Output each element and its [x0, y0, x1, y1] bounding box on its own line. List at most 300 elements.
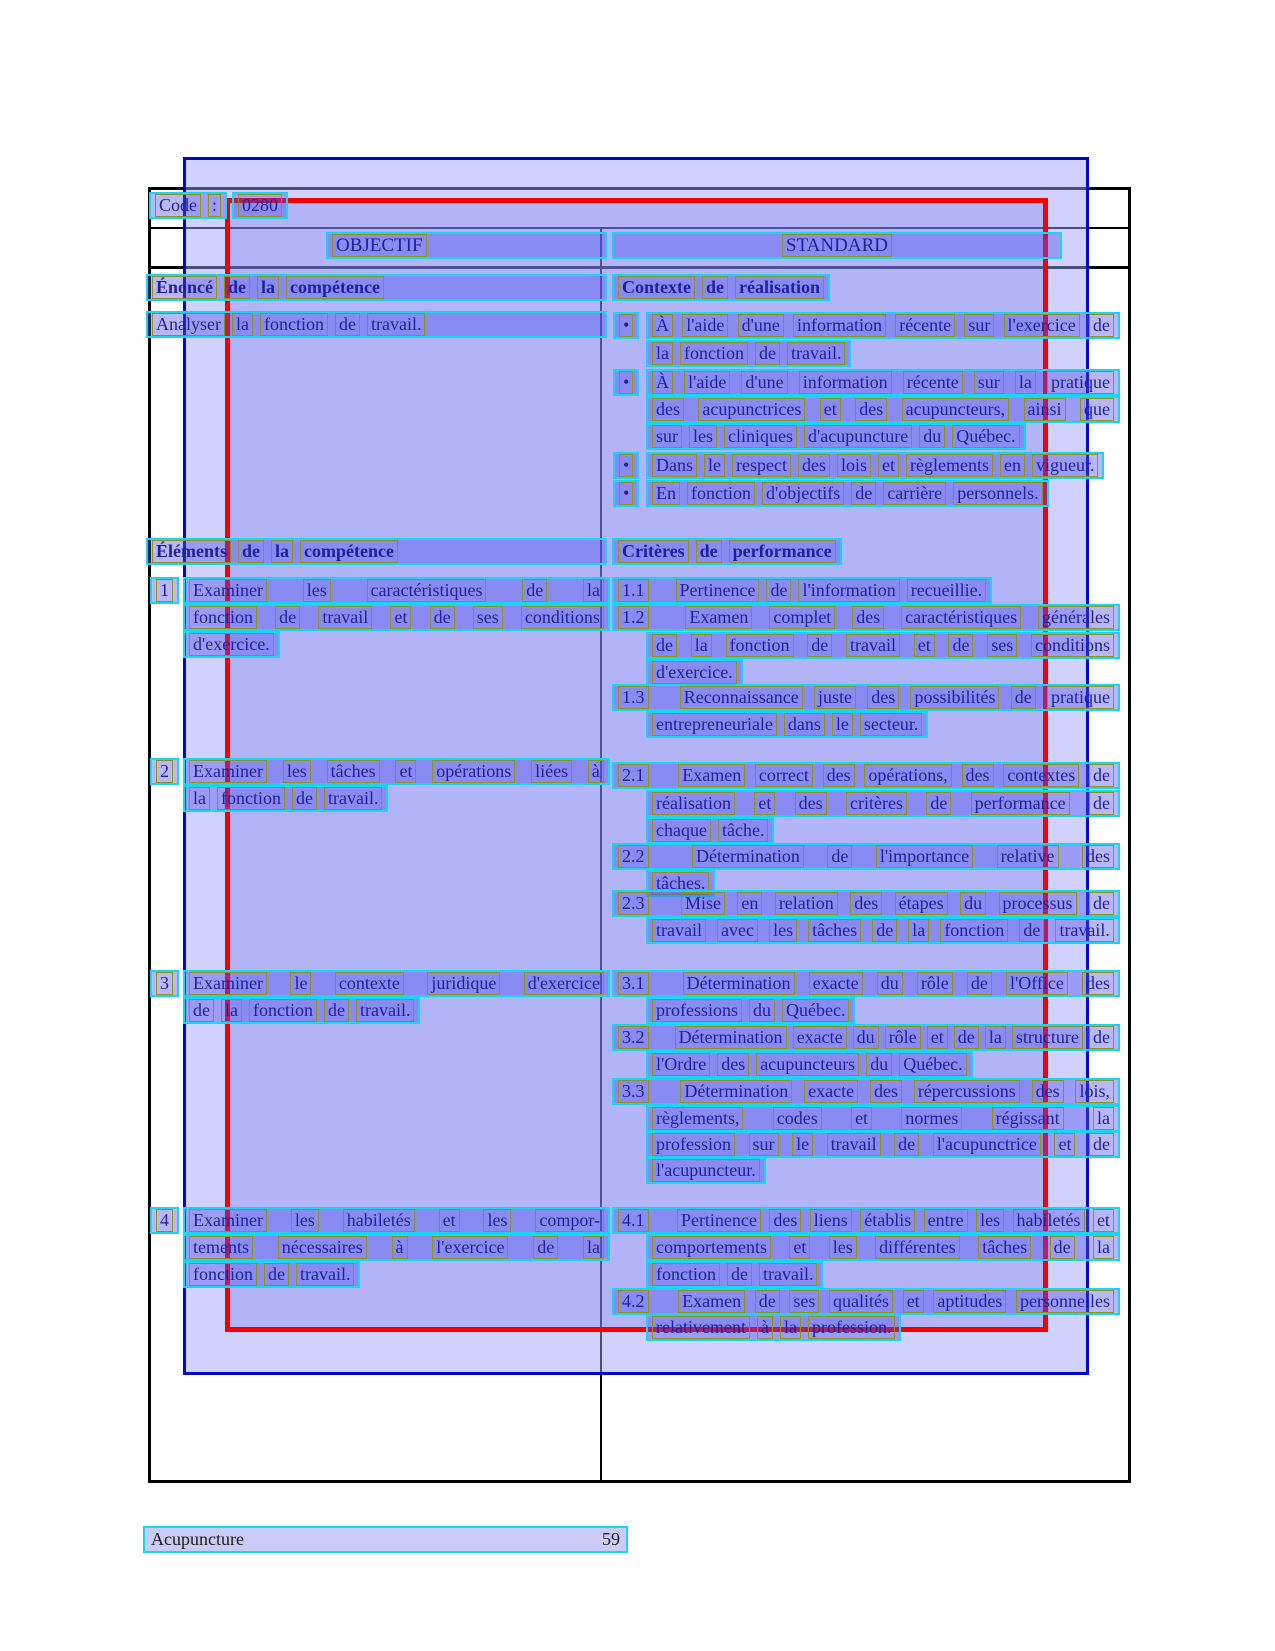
ocr-word: sur: [749, 1133, 779, 1156]
footer-page-number: 59: [602, 1529, 620, 1549]
ocr-word: d'exercice.: [189, 633, 274, 656]
ocr-word: ses: [473, 606, 503, 629]
ocr-word: lois: [837, 454, 871, 477]
ocr-word: d'une: [741, 371, 787, 394]
ocr-line-box: [646, 1234, 1120, 1261]
ocr-word: tâche.: [718, 819, 768, 842]
ocr-word: des: [795, 792, 827, 815]
ocr-word: acupuncteurs: [756, 1053, 859, 1076]
ocr-line-box: [232, 192, 288, 219]
ocr-word: règlements,: [652, 1107, 743, 1130]
ocr-word: compétence: [286, 276, 384, 299]
ocr-line-box: [646, 480, 1049, 507]
ocr-word: l'acupunctrice: [933, 1133, 1041, 1156]
ocr-word: opérations,: [864, 764, 951, 787]
ocr-word: entre: [924, 1209, 968, 1232]
ocr-word: chaque: [652, 819, 711, 842]
ocr-word: Détermination: [675, 1026, 787, 1049]
ocr-word: et: [903, 1290, 924, 1313]
ocr-word: de: [533, 1236, 558, 1259]
ocr-word: de: [948, 634, 973, 657]
ocr-word: de: [335, 313, 360, 336]
ocr-word: la: [221, 999, 242, 1022]
ocr-word: des: [867, 686, 899, 709]
ocr-line-box: [612, 274, 830, 301]
ocr-word: compor-: [535, 1209, 604, 1232]
ocr-word: de: [755, 342, 780, 365]
ocr-word: et: [439, 1209, 460, 1232]
ocr-word: établis: [860, 1209, 915, 1232]
ocr-word: de: [1011, 686, 1036, 709]
ocr-word: opérations: [432, 760, 515, 783]
ocr-word: des: [717, 1053, 749, 1076]
ocr-word: de: [189, 999, 214, 1022]
ocr-line-box: [612, 604, 1120, 631]
ocr-word: :: [208, 194, 221, 217]
ocr-word: d'une: [738, 314, 784, 337]
ocr-word: fonction: [217, 787, 285, 810]
ocr-line-box: [612, 1078, 1120, 1105]
ocr-word: les: [483, 1209, 511, 1232]
ocr-word: pratique: [1047, 371, 1114, 394]
ocr-word: générales: [1038, 606, 1114, 629]
ocr-line-box: [612, 1288, 1120, 1315]
ocr-word: contexte: [335, 972, 404, 995]
ocr-line-box: [146, 311, 607, 338]
ocr-line-box: [183, 1234, 610, 1261]
ocr-word: 1: [156, 579, 173, 602]
ocr-word: entrepreneuriale: [652, 713, 777, 736]
ocr-word: ses: [987, 634, 1017, 657]
ocr-word: répercussions: [914, 1080, 1020, 1103]
ocr-word: des: [798, 454, 830, 477]
ocr-word: dans: [784, 713, 825, 736]
ocr-word: étapes: [895, 892, 948, 915]
ocr-word: nécessaires: [278, 1236, 367, 1259]
ocr-word: Énoncé: [152, 276, 217, 299]
ocr-word: Examen: [678, 764, 745, 787]
ocr-line-box: [612, 762, 1120, 789]
ocr-line-box: [326, 232, 607, 259]
ocr-word: de: [702, 276, 728, 299]
ocr-line-box: [183, 970, 610, 997]
table-border-bottom: [148, 1480, 1131, 1483]
ocr-line-box: [150, 577, 179, 604]
ocr-word: fonction: [652, 1263, 720, 1286]
ocr-word: relative: [997, 845, 1059, 868]
ocr-word: et: [914, 634, 935, 657]
ocr-line-box: [646, 1051, 973, 1078]
ocr-word: fonction: [687, 482, 755, 505]
ocr-word: la: [232, 313, 253, 336]
ocr-word: d'objectifs: [762, 482, 844, 505]
ocr-word: Détermination: [680, 1080, 792, 1103]
ocr-word: les: [829, 1236, 857, 1259]
ocr-line-box: [646, 369, 1120, 396]
ocr-word-number: 2.3: [618, 892, 649, 915]
ocr-word: travail.: [759, 1263, 817, 1286]
ocr-word: Détermination: [692, 845, 804, 868]
ocr-word-number: 4.2: [618, 1290, 649, 1313]
ocr-word: relation: [775, 892, 838, 915]
ocr-word: de: [696, 540, 722, 563]
ocr-line-box: [613, 480, 639, 507]
ocr-word: de: [1089, 892, 1114, 915]
ocr-word: Québec.: [952, 425, 1019, 448]
ocr-word: STANDARD: [782, 234, 892, 257]
ocr-word: d'acupuncture: [804, 425, 912, 448]
ocr-word: sur: [964, 314, 994, 337]
ocr-word: Examiner: [189, 579, 267, 602]
ocr-word: de: [264, 1263, 289, 1286]
ocr-word: Critères: [618, 540, 689, 563]
ocr-word: et: [1093, 1209, 1114, 1232]
ocr-word: de: [1050, 1236, 1075, 1259]
ocr-word: fonction: [680, 342, 748, 365]
ocr-line-box: [646, 452, 1104, 479]
ocr-line-box: [183, 785, 388, 812]
ocr-word-number: 1.2: [618, 606, 649, 629]
table-border-left: [148, 187, 151, 1483]
ocr-line-box: [150, 758, 179, 785]
ocr-word: complet: [769, 606, 835, 629]
ocr-word: ses: [789, 1290, 819, 1313]
ocr-word: de: [954, 1026, 979, 1049]
ocr-word-number: 1.3: [618, 686, 649, 709]
ocr-word: des: [1032, 1080, 1064, 1103]
ocr-word: travail: [827, 1133, 881, 1156]
ocr-line-box: [612, 1207, 1120, 1234]
ocr-word: En: [652, 482, 680, 505]
ocr-line-box: [612, 970, 1120, 997]
ocr-line-box: [646, 423, 1026, 450]
ocr-word: acupunctrices: [698, 398, 805, 421]
ocr-word: de: [224, 276, 250, 299]
ocr-line-box: [146, 538, 607, 565]
ocr-word: des: [852, 606, 884, 629]
ocr-word: rôle: [885, 1026, 921, 1049]
ocr-word: la: [780, 1316, 801, 1339]
ocr-word: des: [962, 764, 994, 787]
ocr-word: tâches.: [652, 872, 709, 895]
ocr-word: et: [390, 606, 411, 629]
ocr-word: des: [823, 764, 855, 787]
ocr-word: du: [919, 425, 945, 448]
ocr-word: acupuncteurs,: [902, 398, 1009, 421]
ocr-word: des: [1082, 845, 1114, 868]
ocr-word: de: [967, 972, 992, 995]
ocr-word-number: 2.2: [618, 845, 649, 868]
ocr-word: des: [855, 398, 887, 421]
ocr-word: la: [583, 579, 604, 602]
ocr-word: Examiner: [189, 972, 267, 995]
ocr-word: exacte: [793, 1026, 847, 1049]
ocr-word: exacte: [809, 972, 863, 995]
ocr-word: de: [807, 634, 832, 657]
ocr-word: de: [275, 606, 300, 629]
ocr-word: professions: [652, 999, 742, 1022]
ocr-word: la: [1093, 1107, 1114, 1130]
ocr-word: •: [619, 482, 633, 505]
ocr-word: contextes: [1003, 764, 1079, 787]
ocr-line-box: [646, 1131, 1120, 1158]
ocr-word: travail.: [324, 787, 382, 810]
ocr-word: et: [820, 398, 841, 421]
ocr-word: les: [291, 1209, 319, 1232]
ocr-word: Analyser: [152, 313, 225, 336]
ocr-word: personnelles: [1016, 1290, 1114, 1313]
ocr-word: •: [619, 454, 633, 477]
ocr-word: caractéristiques: [367, 579, 487, 602]
ocr-word: le: [832, 713, 853, 736]
ocr-word: respect: [732, 454, 791, 477]
ocr-word: et: [851, 1107, 872, 1130]
ocr-line-box: [183, 1261, 360, 1288]
ocr-word: exacte: [804, 1080, 858, 1103]
ocr-word: Pertinence: [677, 1209, 761, 1232]
ocr-word: tâches: [808, 919, 861, 942]
ocr-word: des: [652, 398, 684, 421]
ocr-word: travail: [652, 919, 706, 942]
ocr-word: de: [827, 845, 852, 868]
ocr-word: codes: [773, 1107, 822, 1130]
ocr-word: le: [704, 454, 725, 477]
ocr-word: personnels.: [953, 482, 1042, 505]
ocr-word: juridique: [427, 972, 500, 995]
ocr-word: du: [877, 972, 903, 995]
ocr-line-box: [646, 1105, 1120, 1132]
ocr-word: de: [1089, 1133, 1114, 1156]
ocr-line-box: [646, 396, 1120, 423]
ocr-line-box: [150, 1207, 179, 1234]
ocr-line-box: [612, 890, 1120, 917]
ocr-word: des: [1082, 972, 1114, 995]
ocr-word: la: [691, 634, 712, 657]
ocr-word: l'Ordre: [652, 1053, 710, 1076]
ocr-word: OBJECTIF: [332, 234, 427, 257]
ocr-line-box: [646, 1261, 823, 1288]
ocr-word: structure: [1012, 1026, 1083, 1049]
ocr-line-box: [646, 997, 855, 1024]
ocr-word: réalisation: [652, 792, 735, 815]
ocr-word: et: [395, 760, 416, 783]
ocr-word: travail.: [296, 1263, 354, 1286]
footer-line-box: [143, 1526, 628, 1553]
ocr-line-box: [646, 917, 1120, 944]
ocr-word: profession.: [808, 1316, 896, 1339]
ocr-word: 0280: [238, 194, 282, 217]
ocr-word: de: [1089, 314, 1114, 337]
ocr-word: l'exercice: [1004, 314, 1080, 337]
ocr-word: de: [238, 540, 264, 563]
ocr-word: de: [430, 606, 455, 629]
ocr-word: l'aide: [684, 371, 730, 394]
ocr-word: Contexte: [618, 276, 695, 299]
ocr-word: les: [689, 425, 717, 448]
ocr-word: de: [324, 999, 349, 1022]
ocr-word: et: [789, 1236, 810, 1259]
ocr-word: aptitudes: [933, 1290, 1006, 1313]
ocr-word: carrière: [883, 482, 946, 505]
ocr-word: ainsi: [1024, 398, 1066, 421]
ocr-line-box: [612, 232, 1062, 259]
ocr-word: de: [1089, 792, 1114, 815]
ocr-word: •: [619, 371, 633, 394]
ocr-word: conditions: [521, 606, 604, 629]
ocr-line-box: [183, 577, 610, 604]
ocr-word: Éléments: [152, 540, 231, 563]
ocr-word: de: [766, 579, 791, 602]
ocr-word: de: [292, 787, 317, 810]
ocr-word: les: [976, 1209, 1004, 1232]
ocr-word: de: [755, 1290, 780, 1313]
ocr-word: Examiner: [189, 760, 267, 783]
ocr-word: et: [754, 792, 775, 815]
ocr-word: 2: [156, 760, 173, 783]
ocr-word: possibilités: [910, 686, 999, 709]
ocr-word: correct: [755, 764, 813, 787]
ocr-word: de: [851, 482, 876, 505]
ocr-word: conditions: [1031, 634, 1114, 657]
ocr-word: À: [652, 371, 673, 394]
ocr-word: Mise: [681, 892, 725, 915]
ocr-word: du: [960, 892, 986, 915]
ocr-line-box: [646, 790, 1120, 817]
ocr-word: rôle: [917, 972, 953, 995]
ocr-word: Québec.: [899, 1053, 966, 1076]
ocr-word: récente: [903, 371, 963, 394]
ocr-word-number: 3.3: [618, 1080, 649, 1103]
ocr-word: fonction: [940, 919, 1008, 942]
ocr-word: la: [652, 342, 673, 365]
ocr-word: Examiner: [189, 1209, 267, 1232]
ocr-line-box: [183, 1207, 610, 1234]
ocr-line-box: [183, 758, 610, 785]
ocr-word: recueillie.: [907, 579, 986, 602]
ocr-word: la: [583, 1236, 604, 1259]
ocr-word: des: [769, 1209, 801, 1232]
ocr-line-box: [613, 312, 639, 339]
ocr-line-box: [646, 1157, 766, 1184]
ocr-word: critères: [846, 792, 907, 815]
ocr-word: profession: [652, 1133, 735, 1156]
ocr-word: différentes: [875, 1236, 960, 1259]
ocr-word: à: [757, 1316, 773, 1339]
ocr-line-box: [183, 631, 280, 658]
ocr-word: de: [1019, 919, 1044, 942]
ocr-word: d'exercice.: [652, 661, 737, 684]
ocr-word: avec: [717, 919, 758, 942]
ocr-word: la: [1093, 1236, 1114, 1259]
ocr-word: la: [189, 787, 210, 810]
ocr-word: des: [850, 892, 882, 915]
ocr-word: travail: [846, 634, 900, 657]
ocr-word: des: [870, 1080, 902, 1103]
ocr-word: du: [853, 1026, 879, 1049]
ocr-word: l'acupuncteur.: [652, 1159, 760, 1182]
ocr-word: à: [588, 760, 604, 783]
ocr-word: le: [792, 1133, 813, 1156]
ocr-word: de: [894, 1133, 919, 1156]
ocr-word: de: [652, 634, 677, 657]
ocr-word: sur: [974, 371, 1004, 394]
ocr-word: Examen: [678, 1290, 745, 1313]
ocr-word: Code: [155, 194, 201, 217]
ocr-word: caractéristiques: [901, 606, 1021, 629]
ocr-word: réalisation: [735, 276, 824, 299]
ocr-word: fonction: [726, 634, 794, 657]
ocr-line-box: [646, 711, 928, 738]
ocr-word: l'importance: [876, 845, 973, 868]
ocr-word-number: 4.1: [618, 1209, 649, 1232]
ocr-word: information: [793, 314, 886, 337]
ocr-word: secteur.: [860, 713, 922, 736]
ocr-line-box: [612, 1024, 1120, 1051]
ocr-word: pratique: [1047, 686, 1114, 709]
ocr-word-number: 3.2: [618, 1026, 649, 1049]
ocr-word: que: [1080, 398, 1114, 421]
ocr-word: fonction: [189, 606, 257, 629]
ocr-word: règlements: [906, 454, 993, 477]
ocr-word: en: [737, 892, 762, 915]
ocr-word: liées: [531, 760, 572, 783]
ocr-word: la: [908, 919, 929, 942]
ocr-word: tâches: [978, 1236, 1031, 1259]
ocr-word: travail.: [787, 342, 845, 365]
ocr-word: et: [927, 1026, 948, 1049]
footer-document-title: Acupuncture: [151, 1529, 244, 1549]
ocr-word: travail.: [367, 313, 425, 336]
ocr-word: et: [878, 454, 899, 477]
ocr-word: processus: [999, 892, 1077, 915]
ocr-word: les: [769, 919, 797, 942]
ocr-line-box: [646, 817, 774, 844]
ocr-word: de: [872, 919, 897, 942]
ocr-word: l'aide: [682, 314, 728, 337]
ocr-word: travail.: [356, 999, 414, 1022]
ocr-word-number: 3.1: [618, 972, 649, 995]
ocr-word: fonction: [249, 999, 317, 1022]
ocr-word: performance: [729, 540, 836, 563]
ocr-word: la: [271, 540, 293, 563]
ocr-word: travail: [318, 606, 372, 629]
table-border-right: [1128, 187, 1131, 1483]
ocr-line-box: [612, 538, 842, 565]
ocr-word: du: [866, 1053, 892, 1076]
ocr-word: liens: [810, 1209, 852, 1232]
ocr-line-box: [613, 369, 639, 396]
ocr-word: la: [257, 276, 279, 299]
ocr-word: tâches: [327, 760, 380, 783]
ocr-word: Dans: [652, 454, 697, 477]
ocr-word: récente: [895, 314, 955, 337]
ocr-line-box: [183, 604, 610, 631]
ocr-word: fonction: [189, 1263, 257, 1286]
ocr-word: Reconnaissance: [680, 686, 803, 709]
ocr-line-box: [146, 274, 607, 301]
ocr-word: travail.: [1055, 919, 1113, 942]
ocr-line-box: [646, 312, 1120, 339]
ocr-line-box: [612, 577, 992, 604]
ocr-word: de: [522, 579, 547, 602]
ocr-word: sur: [652, 425, 682, 448]
ocr-word: juste: [814, 686, 856, 709]
ocr-word: la: [1015, 371, 1036, 394]
ocr-word: Pertinence: [676, 579, 760, 602]
ocr-word: de: [1089, 764, 1114, 787]
ocr-line-box: [612, 843, 1120, 870]
ocr-word: À: [652, 314, 673, 337]
